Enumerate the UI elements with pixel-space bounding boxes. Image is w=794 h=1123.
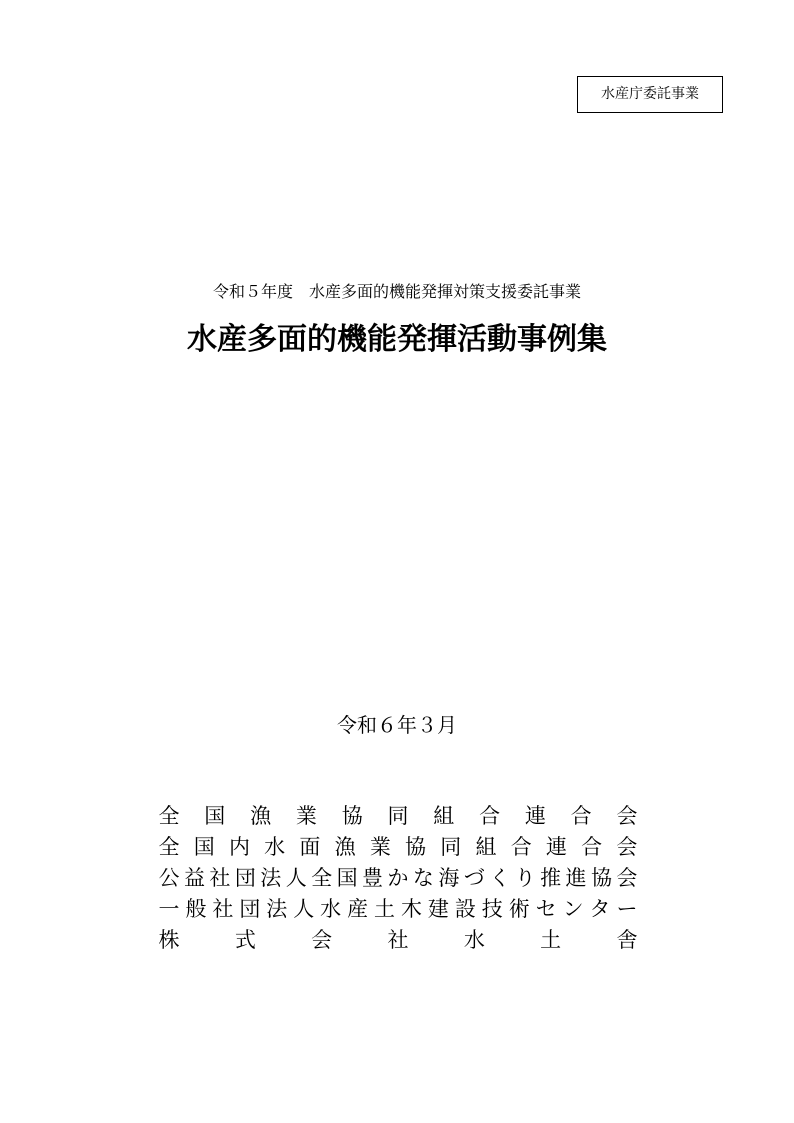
project-subtitle: 令和５年度 水産多面的機能発揮対策支援委託事業 xyxy=(212,282,581,301)
issue-date: 令和６年３月 xyxy=(337,713,457,737)
organization-name: 株 式 会 社 水 土 舎 xyxy=(158,928,638,952)
organization-list xyxy=(158,801,638,956)
agency-label-box xyxy=(577,76,723,113)
organization-name: 一 般 社 団 法 人 水 産 土 木 建 設 技 術 セ ン タ ー xyxy=(158,897,638,921)
document-title: 水産多面的機能発揮活動事例集 xyxy=(187,322,607,357)
organization-name: 全 国 漁 業 協 同 組 合 連 合 会 xyxy=(158,804,638,828)
agency-label: 水産庁委託事業 xyxy=(601,86,699,102)
organization-name: 全 国 内 水 面 漁 業 協 同 組 合 連 合 会 xyxy=(158,835,638,859)
organization-name: 公 益 社 団 法 人 全 国 豊 か な 海 づ く り 推 進 協 会 xyxy=(158,866,638,890)
